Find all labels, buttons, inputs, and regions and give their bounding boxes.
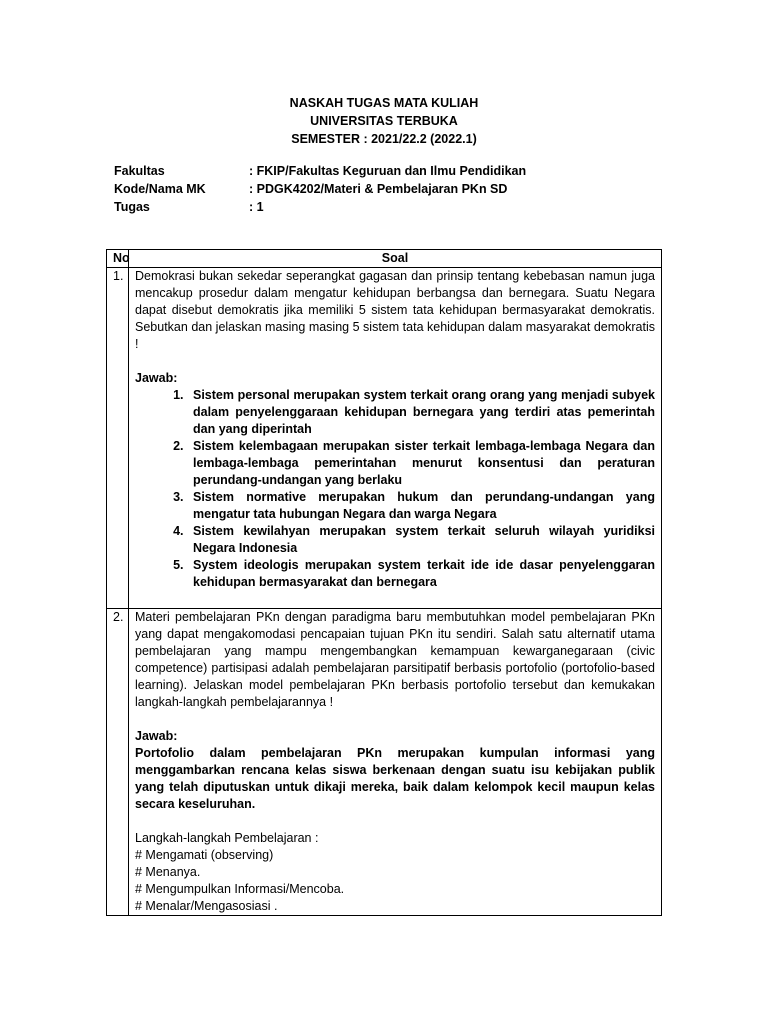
info-value: : PDGK4202/Materi & Pembelajaran PKn SD xyxy=(249,182,508,196)
row-number: 2. xyxy=(107,609,129,916)
steps-title: Langkah-langkah Pembelajaran : xyxy=(135,831,319,845)
info-row-course xyxy=(114,180,674,198)
answer-label: Jawab: xyxy=(135,371,178,385)
row-number: 1. xyxy=(107,268,129,609)
table-header-row xyxy=(107,250,662,268)
document-header xyxy=(0,94,768,148)
header-line-1: NASKAH TUGAS MATA KULIAH xyxy=(289,96,479,110)
info-label: Kode/Nama MK xyxy=(114,182,206,196)
question-cell xyxy=(129,609,662,916)
question-text: Demokrasi bukan sekedar seperangkat gagasan dan prinsip tentang kebebasan namun juga mencakup prosedur dalam mengatur kehidupan berbangsa dan bernegara. Suatu Negara dapat disebut demokratis jika memiliki 5 sistem tata kehidupan bermasyarakat demokratis. Sebutkan dan jelaskan masing masing 5 sistem tata kehidupan dalam masyarakat demokratis ! xyxy=(135,269,655,351)
header-line-3: SEMESTER : 2021/22.2 (2022.1) xyxy=(291,132,477,146)
info-value: : 1 xyxy=(249,200,264,214)
answer-label: Jawab: xyxy=(135,729,178,743)
info-row-faculty xyxy=(114,162,674,180)
column-header-no: No xyxy=(107,250,129,268)
table-row xyxy=(107,268,662,609)
step-item: # Mengumpulkan Informasi/Mencoba. xyxy=(135,882,345,896)
step-item: # Menanya. xyxy=(135,865,201,879)
question-table xyxy=(106,249,662,916)
answer-item: 3. Sistem normative merupakan hukum dan perundang-undangan yang mengatur tata hubungan Negara dan warga Negara xyxy=(187,489,655,523)
step-item: # Menalar/Mengasosiasi . xyxy=(135,899,278,913)
header-line-2: UNIVERSITAS TERBUKA xyxy=(310,114,458,128)
info-label: Fakultas xyxy=(114,164,165,178)
answer-paragraph: Portofolio dalam pembelajaran PKn merupakan kumpulan informasi yang menggambarkan rencana kelas siswa berkenaan dengan suatu isu kebijakan publik yang telah diputuskan untuk dikaji mereka, baik dalam kelompok kecil maupun kelas secara keseluruhan. xyxy=(135,746,655,811)
course-info xyxy=(114,162,674,216)
column-header-soal: Soal xyxy=(129,250,662,268)
step-item: # Mengamati (observing) xyxy=(135,848,274,862)
question-text: Materi pembelajaran PKn dengan paradigma baru membutuhkan model pembelajaran PKn yang dapat mengakomodasi pencapaian tujuan PKn itu sendiri. Salah satu alternatif utama pembelajaran yang mampu mengembangkan kemampuan kewarganegaraan (civic competence) partisipasi adalah pembelajaran parsitipatif berbasis portofolio (portofolio-based learning). Jelaskan model pembelajaran PKn berbasis portofolio tersebut dan kemukakan langkah-langkah pembelajarannya ! xyxy=(135,610,655,709)
info-label: Tugas xyxy=(114,200,150,214)
answer-item: 2. Sistem kelembagaan merupakan sister terkait lembaga-lembaga Negara dan lembaga-lembaga pemerintahan menurut konsentusi dan peraturan perundang-undangan yang berlaku xyxy=(187,438,655,489)
answer-item: 4. Sistem kewilahyan merupakan system terkait seluruh wilayah yuridiksi Negara Indonesia xyxy=(187,523,655,557)
info-row-assignment xyxy=(114,198,674,216)
info-value: : FKIP/Fakultas Keguruan dan Ilmu Pendidikan xyxy=(249,164,527,178)
answer-item: 5. System ideologis merupakan system terkait ide ide dasar penyelenggaran kehidupan bermasyarakat dan bernegara xyxy=(187,557,655,591)
answer-list xyxy=(135,387,655,591)
table-row xyxy=(107,609,662,916)
question-cell xyxy=(129,268,662,609)
answer-item: 1. Sistem personal merupakan system terkait orang orang yang menjadi subyek dalam penyelenggaraan kehidupan bernegara yang terdiri atas pemerintah dan yang diperintah xyxy=(187,387,655,438)
